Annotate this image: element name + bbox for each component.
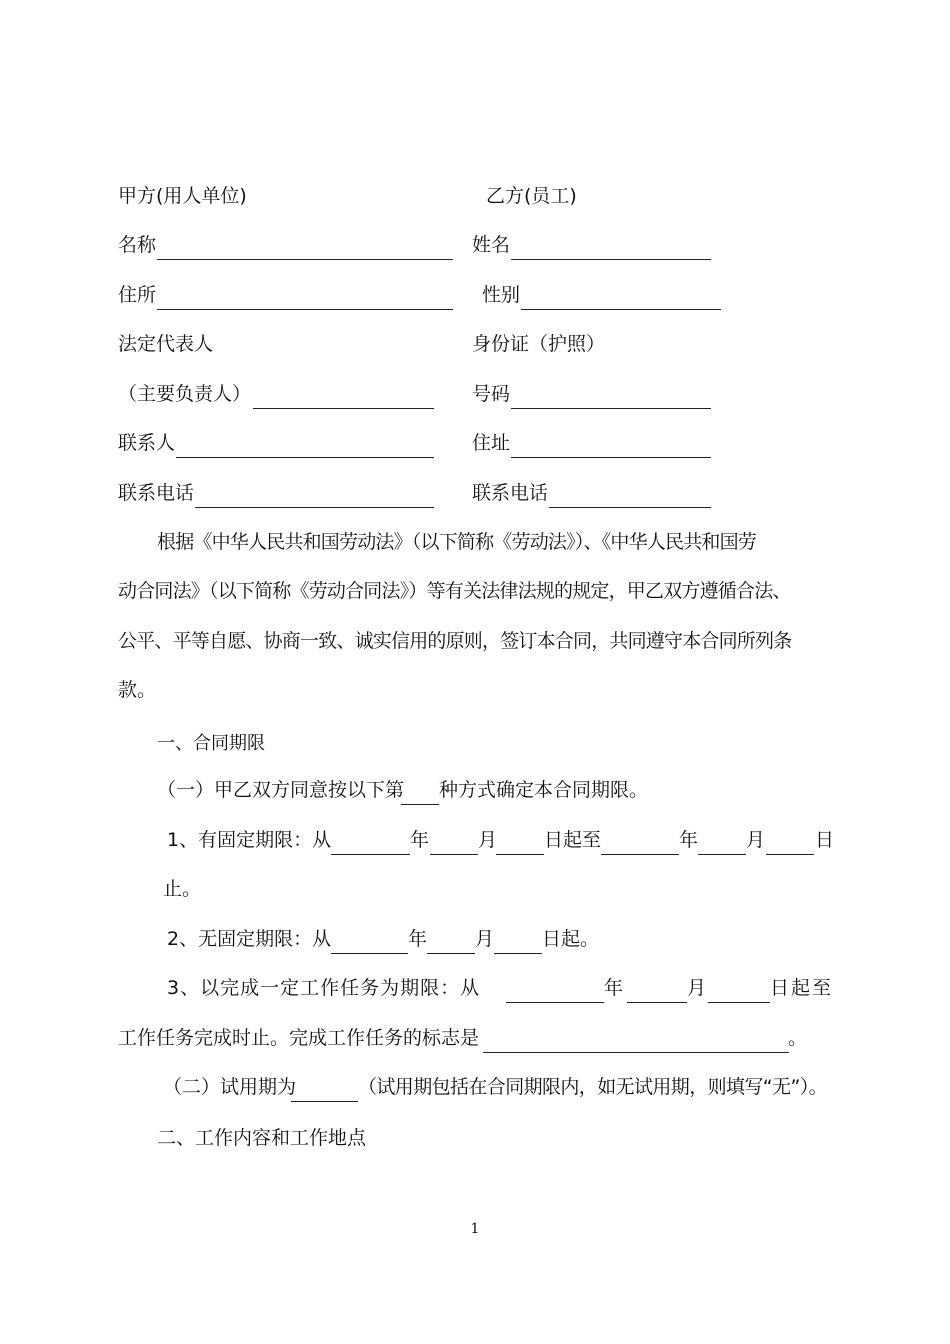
preamble-line-3: 公平、平等自愿、协商一致、诚实信用的原则，签订本合同，共同遵守本合同所列条 xyxy=(118,630,792,652)
task-start-month-field[interactable] xyxy=(627,1002,687,1003)
party-a-contact-field[interactable] xyxy=(176,457,434,458)
party-b-gender-field[interactable] xyxy=(521,309,721,310)
party-a-phone-field[interactable] xyxy=(195,507,434,508)
task-start-month-label: 月 xyxy=(687,977,707,999)
party-b-address-label: 住址 xyxy=(472,432,511,454)
task-completion-mark-field[interactable] xyxy=(483,1052,789,1053)
party-a-name-field[interactable] xyxy=(157,259,453,260)
probation-suffix: （试用期包括在合同期限内，如无试用期，则填写“无”）。 xyxy=(358,1076,827,1098)
task-start-year-field[interactable] xyxy=(506,1002,604,1003)
section-1-title: 一、合同期限 xyxy=(157,733,265,754)
open-term-prefix: 2、无固定期限：从 xyxy=(167,928,332,950)
fixed-end-month-field[interactable] xyxy=(698,854,746,855)
task-start-year-label: 年 xyxy=(604,977,624,999)
open-term-suffix: 日起。 xyxy=(542,928,600,950)
fixed-start-day-field[interactable] xyxy=(496,854,544,855)
open-start-month-field[interactable] xyxy=(427,953,475,954)
task-line-end: 。 xyxy=(788,1027,808,1049)
open-start-month-label: 月 xyxy=(475,928,495,950)
task-start-day-field[interactable] xyxy=(708,1002,770,1003)
fixed-start-month-label: 月 xyxy=(478,829,498,851)
party-b-heading: 乙方(员工) xyxy=(486,185,577,207)
party-a-name-label: 名称 xyxy=(118,234,157,256)
open-start-day-field[interactable] xyxy=(494,953,542,954)
section-2-title: 二、工作内容和工作地点 xyxy=(157,1127,367,1149)
open-start-year-label: 年 xyxy=(408,928,428,950)
party-a-principal-field[interactable] xyxy=(253,408,434,409)
open-start-year-field[interactable] xyxy=(331,953,408,954)
page-number: 1 xyxy=(470,1221,480,1237)
method-number-field[interactable] xyxy=(401,804,439,805)
task-term-prefix: 3、以完成一定工作任务为期限：从 xyxy=(167,977,481,999)
party-b-gender-label: 性别 xyxy=(482,284,521,306)
probation-period-field[interactable] xyxy=(291,1101,358,1102)
fixed-term-prefix: 1、有固定期限：从 xyxy=(167,829,332,851)
party-a-heading: 甲方(用人单位) xyxy=(118,185,247,207)
fixed-end-year-label: 年 xyxy=(679,829,699,851)
party-a-address-field[interactable] xyxy=(157,309,453,310)
party-b-address-field[interactable] xyxy=(511,457,711,458)
party-a-principal-label: （主要负责人） xyxy=(118,383,252,405)
party-a-address-label: 住所 xyxy=(118,284,157,306)
party-b-name-field[interactable] xyxy=(511,259,711,260)
preamble-line-4: 款。 xyxy=(118,679,157,701)
fixed-start-year-label: 年 xyxy=(410,829,430,851)
party-b-id-label: 身份证（护照） xyxy=(472,333,606,355)
fixed-start-month-field[interactable] xyxy=(430,854,478,855)
party-b-name-label: 姓名 xyxy=(472,234,511,256)
task-from-to-label: 日起至 xyxy=(770,977,834,999)
preamble-line-2: 动合同法》（以下简称《劳动合同法》）等有关法律法规的规定，甲乙双方遵循合法、 xyxy=(118,580,791,602)
party-a-phone-label: 联系电话 xyxy=(118,482,195,504)
clause-1-prefix: （一）甲乙双方同意按以下第 xyxy=(157,779,405,801)
fixed-term-end: 止。 xyxy=(163,878,202,900)
party-a-contact-label: 联系人 xyxy=(118,432,176,454)
fixed-from-to-label: 日起至 xyxy=(544,829,602,851)
party-b-phone-field[interactable] xyxy=(549,507,711,508)
party-b-number-label: 号码 xyxy=(472,383,511,405)
fixed-end-year-field[interactable] xyxy=(601,854,679,855)
fixed-end-day-field[interactable] xyxy=(766,854,814,855)
task-line-2: 工作任务完成时止。完成工作任务的标志是 xyxy=(118,1027,480,1049)
clause-1-suffix: 种方式确定本合同期限。 xyxy=(439,779,649,801)
preamble-line-1: 根据《中华人民共和国劳动法》（以下简称《劳动法》）、《中华人民共和国劳 xyxy=(157,531,757,553)
party-b-phone-label: 联系电话 xyxy=(472,482,549,504)
fixed-start-year-field[interactable] xyxy=(331,854,410,855)
fixed-end-month-label: 月 xyxy=(746,829,766,851)
party-b-number-field[interactable] xyxy=(511,408,711,409)
party-a-legal-rep-label: 法定代表人 xyxy=(118,333,214,355)
probation-prefix: （二）试用期为 xyxy=(163,1076,297,1098)
fixed-end-day-label: 日 xyxy=(815,829,835,851)
